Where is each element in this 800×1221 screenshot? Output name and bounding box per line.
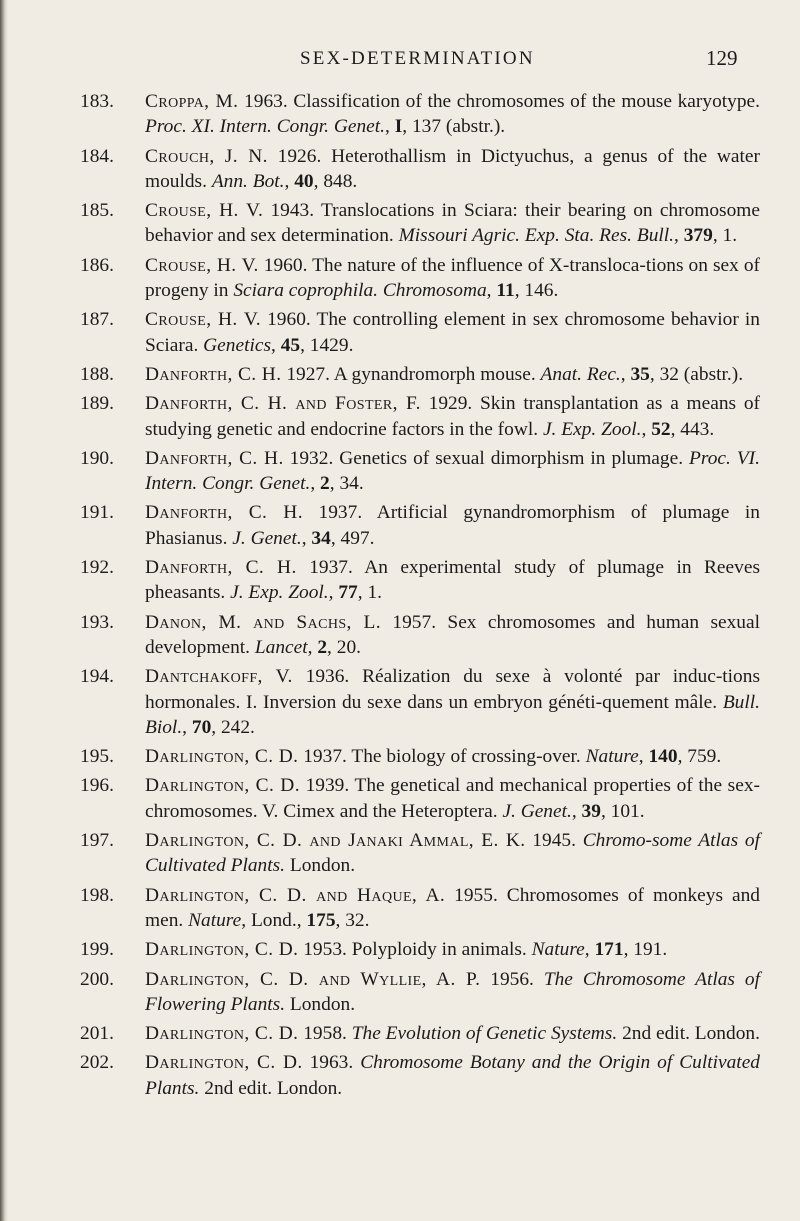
reference-separator: , — [486, 280, 497, 302]
reference-entry — [80, 391, 760, 442]
reference-text: 1945. — [525, 830, 583, 852]
reference-number: 189. — [80, 393, 114, 415]
running-title: SEX-DETERMINATION — [300, 48, 535, 69]
reference-source: J. Exp. Zool. — [230, 582, 329, 604]
reference-entry — [80, 1021, 760, 1046]
reference-separator: , — [271, 334, 281, 356]
reference-number: 192. — [80, 557, 114, 579]
reference-source: Nature — [531, 939, 585, 961]
reference-source: Chromo-some Atlas of Cultivated Plants. — [145, 830, 760, 877]
reference-text: 1939. The genetical and mechanical properties of the sex-chromosomes. V. Cimex and the Heteroptera. — [145, 775, 760, 822]
reference-source: Chromosome Botany and the Origin of Cultivated Plants. — [145, 1052, 760, 1099]
page-binding-edge — [0, 0, 8, 1221]
reference-number: 195. — [80, 746, 114, 768]
reference-number: 184. — [80, 145, 114, 167]
reference-entry — [80, 362, 760, 387]
reference-source: Lancet — [254, 636, 308, 658]
reference-entry — [80, 937, 760, 962]
reference-author: Crouse, H. V. — [145, 309, 261, 331]
reference-text: 1937. Artificial gynandromorphism of plumage in Phasianus. — [145, 502, 760, 549]
reference-author: Croppa, M. — [145, 91, 239, 112]
reference-number: 202. — [80, 1052, 114, 1074]
reference-entry — [80, 89, 760, 140]
reference-number: 200. — [80, 968, 114, 990]
reference-author: Darlington, C. D. and Haque, A. — [145, 884, 446, 906]
reference-number: 199. — [80, 939, 114, 961]
reference-volume: 171 — [594, 939, 624, 961]
reference-source: Bull. Biol. — [145, 691, 760, 738]
reference-text: 1960. The controlling element in sex chromosome behavior in Sciara. — [145, 309, 760, 356]
reference-author: Darlington, C. D. — [145, 939, 299, 961]
reference-pages: , 242. — [211, 716, 255, 738]
reference-pages: , 848. — [313, 170, 358, 192]
reference-text: 1927. A gynandromorph mouse. — [281, 363, 541, 385]
reference-text: 1936. Réalization du sexe à volonté par induc-tions hormonales. I. Inversion du sexe dans un embryon généti-quement mâle. — [145, 666, 760, 713]
reference-volume: 34 — [311, 527, 331, 549]
reference-source: Proc. VI. Intern. Congr. Genet. — [145, 447, 760, 495]
reference-text: 1943. Translocations in Sciara: their bearing on chromosome behavior and sex determination. — [145, 200, 760, 247]
reference-separator: , — [584, 939, 595, 961]
reference-text: 1926. Heterothallism in Dictyuchus, a genus of the water moulds. — [145, 145, 760, 192]
reference-pages: 2nd edit. London. — [617, 1023, 760, 1045]
reference-source: Ann. Bot. — [211, 170, 285, 192]
reference-volume: 52 — [651, 418, 671, 440]
reference-separator: , — [328, 582, 339, 604]
reference-separator: , — [301, 527, 312, 549]
running-head — [0, 48, 800, 78]
reference-number: 201. — [80, 1023, 114, 1045]
reference-number: 191. — [80, 502, 114, 524]
reference-number: 187. — [80, 309, 114, 331]
reference-pages: , 191. — [623, 939, 668, 961]
reference-number: 190. — [80, 447, 114, 469]
reference-entry — [80, 773, 760, 824]
reference-source: Proc. XI. Intern. Congr. Genet. — [145, 116, 386, 138]
reference-number: 183. — [80, 91, 114, 112]
reference-pages: , 137 (abstr.). — [402, 116, 506, 138]
reference-author: Dantchakoff, V. — [145, 666, 293, 688]
reference-number: 198. — [80, 884, 114, 906]
reference-volume: 70 — [191, 716, 212, 738]
reference-number: 188. — [80, 363, 114, 385]
reference-source: The Evolution of Genetic Systems. — [351, 1023, 618, 1045]
reference-volume: 39 — [581, 800, 601, 822]
reference-entry — [80, 664, 760, 740]
reference-number: 197. — [80, 830, 114, 852]
reference-separator: , — [385, 116, 395, 138]
reference-text: 1932. Genetics of sexual dimorphism in plumage. — [283, 447, 690, 469]
reference-source: J. Exp. Zool. — [542, 418, 642, 440]
reference-text: 1957. Sex chromosomes and human sexual development. — [145, 611, 760, 658]
reference-volume: I — [394, 116, 403, 138]
reference-pages: , 497. — [330, 527, 375, 549]
reference-text: 1958. — [298, 1023, 352, 1045]
page-number: 129 — [706, 46, 738, 70]
reference-entry — [80, 828, 760, 879]
reference-separator: , — [620, 363, 631, 385]
reference-author: Darlington, C. D. — [145, 1023, 299, 1045]
reference-source: Nature — [188, 909, 242, 931]
reference-entry — [80, 1050, 760, 1101]
reference-text: 1960. The nature of the influence of X-transloca-tions on sex of progeny in — [145, 254, 760, 302]
reference-author: Darlington, C. D. and Janaki Ammal, E. K. — [145, 830, 526, 852]
reference-author: Danforth, C. H. — [145, 447, 284, 469]
reference-source: Anat. Rec. — [540, 363, 621, 385]
reference-text: 1937. An experimental study of plumage in Reeves pheasants. — [145, 557, 760, 604]
reference-entry — [80, 307, 760, 358]
reference-separator: , — [182, 716, 192, 738]
reference-author: Danforth, C. H. — [145, 502, 303, 524]
reference-separator: , — [307, 636, 318, 658]
reference-source: Genetics — [203, 334, 271, 356]
reference-volume: 35 — [630, 363, 650, 385]
reference-entry — [80, 967, 760, 1018]
reference-entry — [80, 198, 760, 249]
reference-entry — [80, 883, 760, 934]
reference-pages: , 32 (abstr.). — [649, 363, 744, 385]
reference-pages: , 1. — [712, 225, 738, 247]
reference-separator: , — [641, 418, 652, 440]
reference-author: Darlington, C. D. — [145, 746, 299, 768]
reference-pages: , 759. — [677, 746, 722, 768]
reference-pages: , 443. — [670, 418, 715, 440]
reference-separator: , Lond., — [241, 909, 307, 931]
reference-source: J. Genet. — [232, 527, 302, 549]
reference-separator: , — [638, 746, 649, 768]
reference-author: Danon, M. and Sachs, L. — [145, 611, 382, 633]
reference-volume: 2 — [320, 473, 330, 495]
reference-entry — [80, 253, 760, 304]
reference-number: 185. — [80, 200, 114, 222]
reference-pages: , 34. — [329, 473, 364, 495]
reference-source: Nature — [585, 746, 639, 768]
reference-entry — [80, 144, 760, 195]
reference-volume: 40 — [294, 170, 314, 192]
reference-pages: , 20. — [327, 636, 361, 658]
reference-entry — [80, 446, 760, 497]
reference-text: 1963. — [302, 1052, 361, 1074]
reference-volume: 175 — [306, 909, 336, 931]
reference-number: 194. — [80, 666, 114, 688]
reference-pages: , 101. — [600, 800, 645, 822]
reference-volume: 2 — [317, 636, 328, 658]
reference-separator: , — [674, 225, 684, 247]
reference-source: The Chromosome Atlas of Flowering Plants. — [145, 968, 760, 1015]
reference-author: Danforth, C. H. — [145, 363, 282, 385]
reference-volume: 45 — [280, 334, 301, 356]
reference-volume: 379 — [683, 225, 713, 247]
reference-number: 193. — [80, 611, 114, 633]
reference-entry — [80, 744, 760, 769]
reference-volume: 77 — [338, 582, 358, 604]
reference-entry — [80, 555, 760, 606]
reference-source: Sciara coprophila. Chromosoma — [233, 280, 487, 302]
reference-author: Danforth, C. H. and Foster, F. — [145, 393, 421, 415]
reference-entry — [80, 610, 760, 661]
reference-author: Crouse, H. V. — [145, 254, 259, 276]
reference-volume: 11 — [496, 280, 515, 302]
reference-number: 186. — [80, 254, 114, 276]
reference-entry — [80, 500, 760, 551]
reference-separator: , — [310, 473, 321, 495]
reference-separator: , — [571, 800, 582, 822]
reference-pages: , 146. — [514, 280, 559, 302]
reference-text: 1955. Chromosomes of monkeys and men. — [145, 884, 760, 931]
reference-text: 1937. The biology of crossing-over. — [298, 746, 586, 768]
reference-separator: , — [284, 170, 295, 192]
reference-source: Missouri Agric. Exp. Sta. Res. Bull. — [398, 225, 675, 247]
reference-list — [80, 89, 760, 1105]
reference-author: Crouse, H. V. — [145, 200, 264, 222]
reference-author: Danforth, C. H. — [145, 557, 297, 579]
reference-text: 1953. Polyploidy in animals. — [298, 939, 532, 961]
reference-author: Darlington, C. D. and Wyllie, A. P. — [145, 968, 481, 990]
reference-text: 1956. — [480, 968, 544, 990]
reference-author: Darlington, C. D. — [145, 1052, 303, 1074]
reference-pages: 2nd edit. London. — [199, 1077, 343, 1099]
reference-volume: 140 — [648, 746, 678, 768]
reference-author: Crouch, J. N. — [145, 145, 268, 167]
reference-source: J. Genet. — [502, 800, 572, 822]
reference-text: 1929. Skin transplantation as a means of studying genetic and endocrine factors in the fowl. — [145, 393, 760, 440]
reference-text: 1963. Classification of the chromosomes of the mouse karyotype. — [238, 91, 760, 112]
reference-pages: , 1429. — [300, 334, 354, 356]
reference-pages: , 32. — [335, 909, 370, 931]
reference-pages: London. — [285, 993, 356, 1015]
reference-pages: London. — [285, 855, 356, 877]
reference-number: 196. — [80, 775, 114, 797]
reference-author: Darlington, C. D. — [145, 775, 300, 797]
reference-pages: , 1. — [357, 582, 382, 604]
